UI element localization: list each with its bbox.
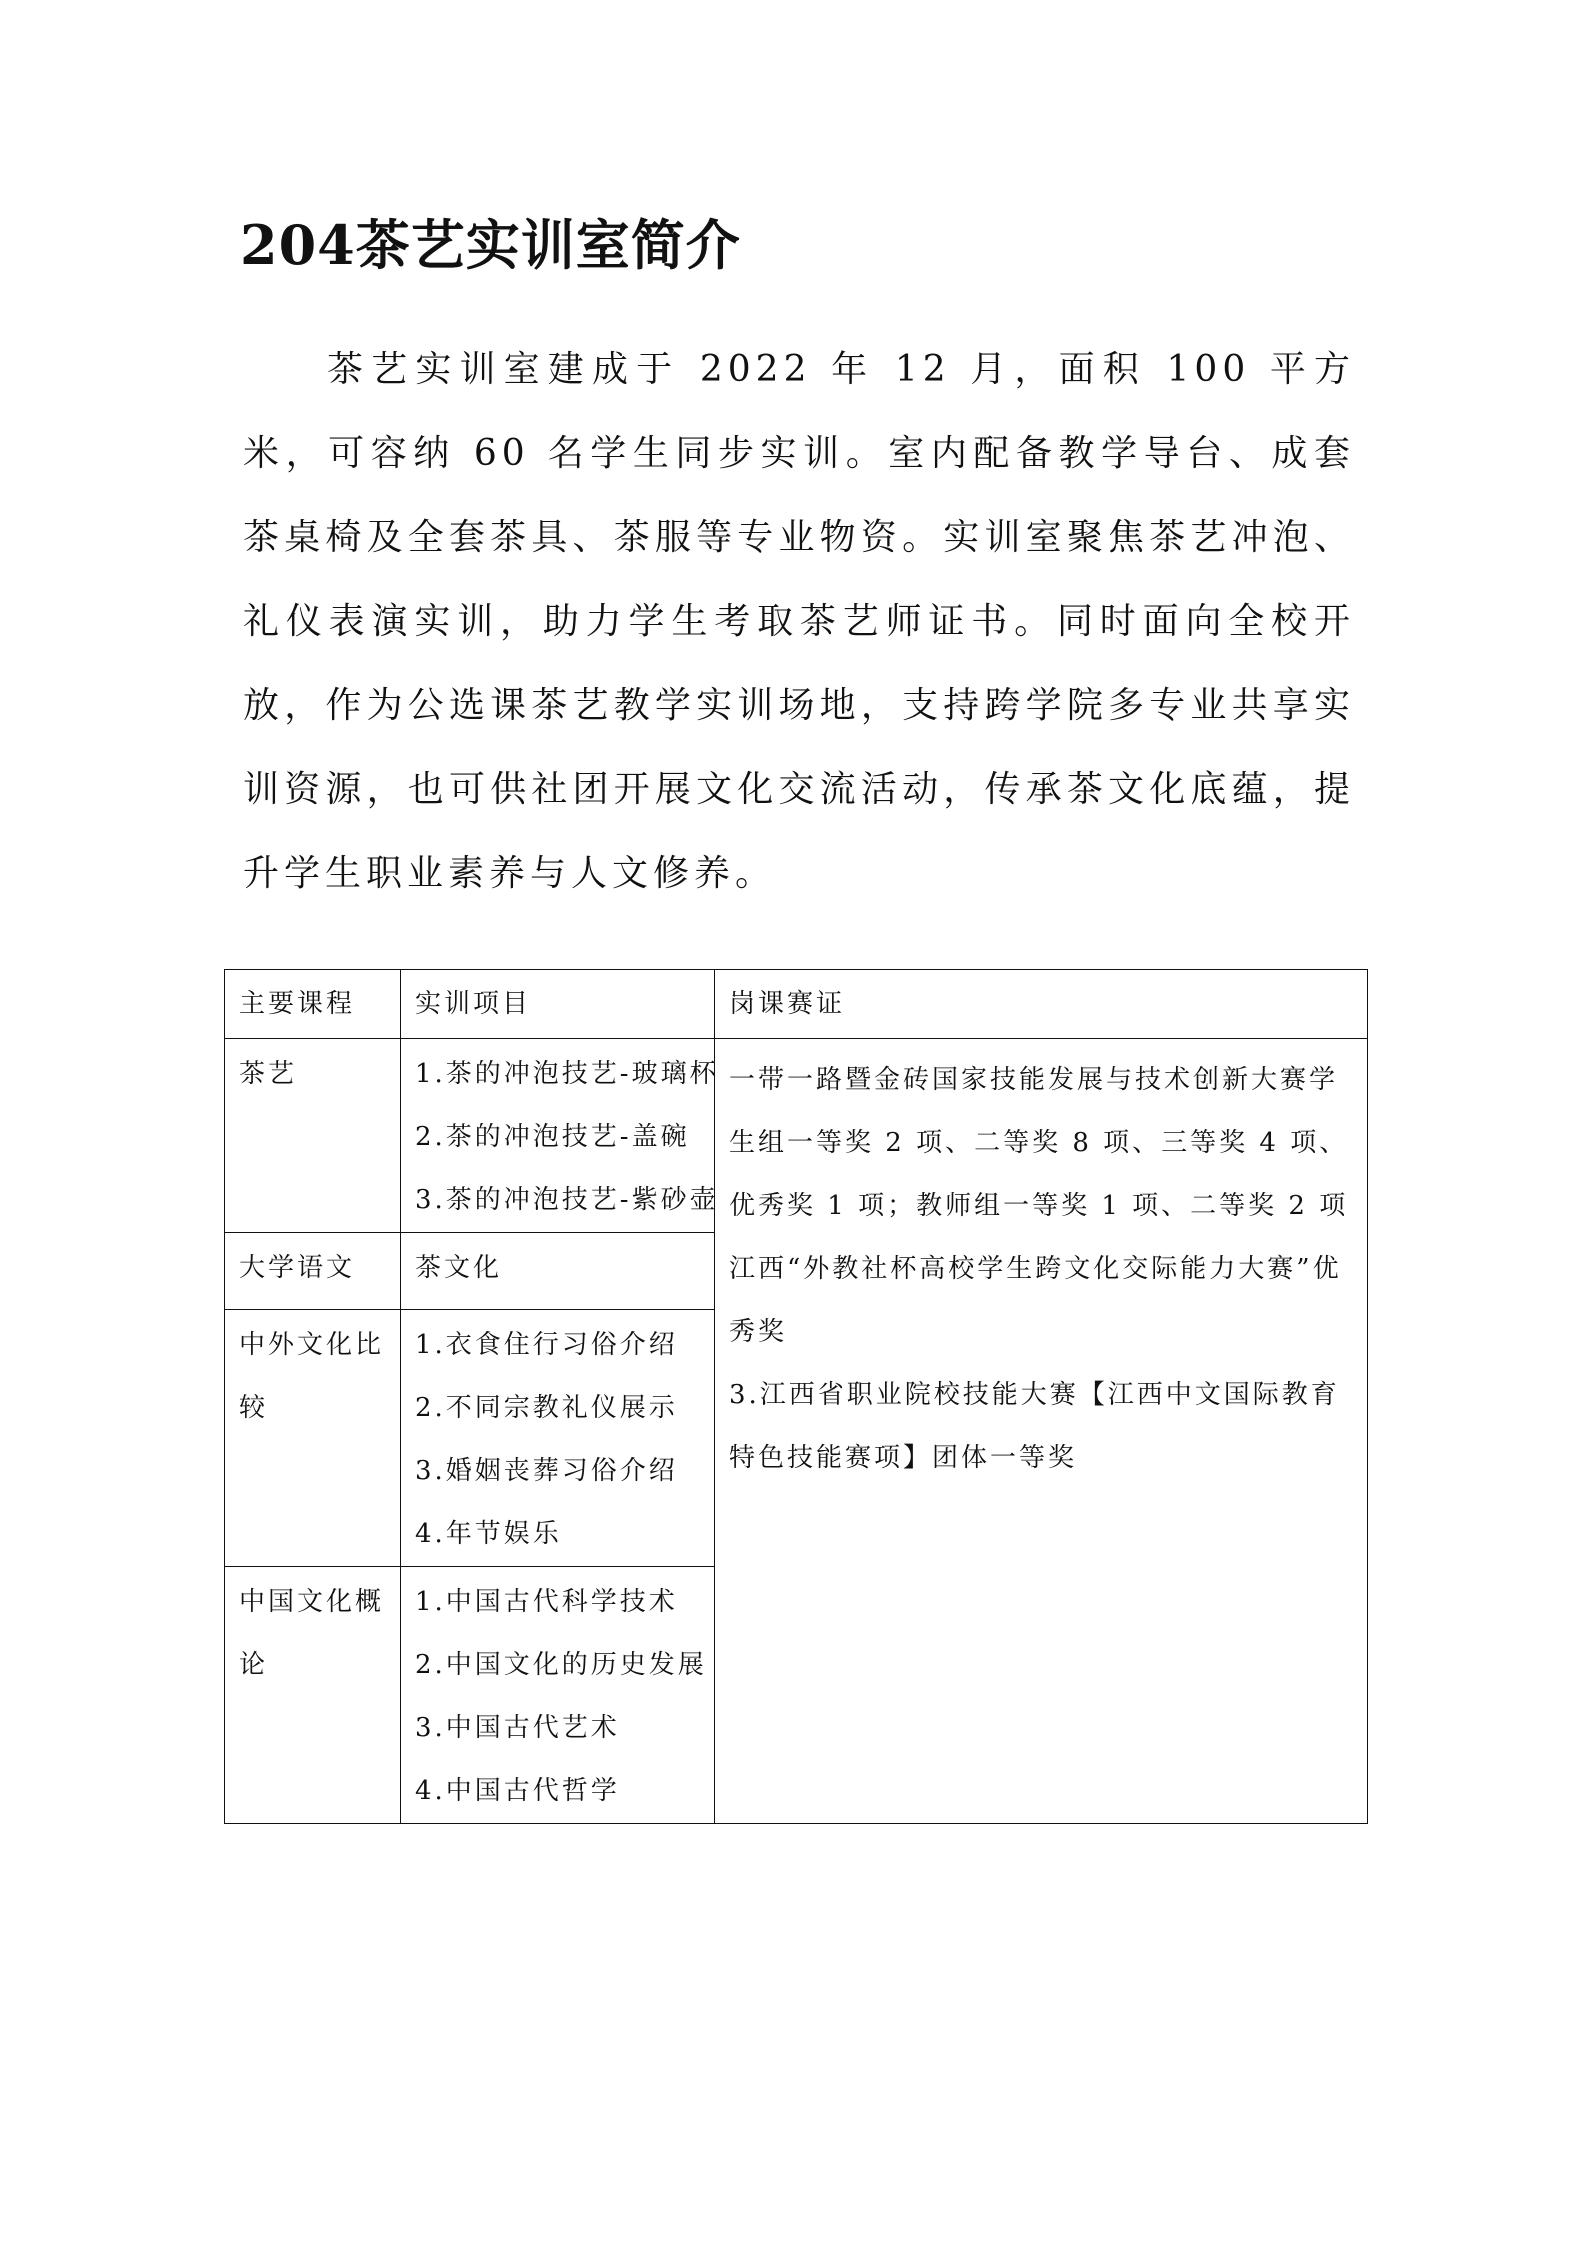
lab-info-table (224, 969, 1368, 1824)
awards-cell (715, 1039, 1368, 1824)
training-item: 1.衣食住行习俗介绍 (415, 1330, 678, 1360)
header-awards-certificates: 岗课赛证 (715, 970, 1368, 1039)
course-cell: 大学语文 (225, 1233, 401, 1310)
table-row (225, 1039, 1368, 1233)
course-cell: 中国文化概论 (225, 1567, 401, 1824)
training-item: 3.婚姻丧葬习俗介绍 (415, 1456, 678, 1486)
document-title: 204茶艺实训室简介 (240, 213, 741, 277)
training-item: 2.茶的冲泡技艺-盖碗 (415, 1122, 690, 1152)
award-entry: 一带一路暨金砖国家技能发展与技术创新大赛学生组一等奖 2 项、二等奖 8 项、三等奖 4 项、优秀奖 1 项；教师组一等奖 1 项、二等奖 2 项 (729, 1065, 1349, 1221)
training-item: 2.中国文化的历史发展 (415, 1650, 707, 1680)
training-item: 3.中国古代艺术 (415, 1713, 620, 1743)
award-entry: 江西“外教社杯高校学生跨文化交际能力大赛”优秀奖 (729, 1254, 1342, 1347)
training-item: 4.中国古代哲学 (415, 1776, 620, 1806)
items-cell (401, 1039, 719, 1233)
items-cell (401, 1233, 715, 1310)
training-item: 1.茶的冲泡技艺-玻璃杯 (415, 1059, 719, 1089)
intro-paragraph: 茶艺实训室建成于 2022 年 12 月，面积 100 平方米，可容纳 60 名学生同步实训。室内配备教学导台、成套茶桌椅及全套茶具、茶服等专业物资。实训室聚焦茶艺冲泡、礼仪表演实训，助力学生考取茶艺师证书。同时面向全校开放，作为公选课茶艺教学实训场地，支持跨学院多专业共享实训资源，也可供社团开展文化交流活动，传承茶文化底蕴，提升学生职业素养与人文修养。 (243, 349, 1355, 894)
table-header-row (225, 970, 1368, 1039)
course-cell: 茶艺 (225, 1039, 401, 1233)
training-item: 3.茶的冲泡技艺-紫砂壶 (415, 1185, 719, 1215)
award-entry: 3.江西省职业院校技能大赛【江西中文国际教育特色技能赛项】团体一等奖 (729, 1380, 1340, 1473)
items-cell (401, 1310, 715, 1567)
items-cell (401, 1567, 715, 1824)
header-training-project: 实训项目 (401, 970, 715, 1039)
training-item: 茶文化 (415, 1253, 503, 1283)
course-cell: 中外文化比较 (225, 1310, 401, 1567)
training-item: 2.不同宗教礼仪展示 (415, 1393, 678, 1423)
training-item: 1.中国古代科学技术 (415, 1587, 678, 1617)
training-item: 4.年节娱乐 (415, 1519, 562, 1549)
header-main-course: 主要课程 (225, 970, 401, 1039)
